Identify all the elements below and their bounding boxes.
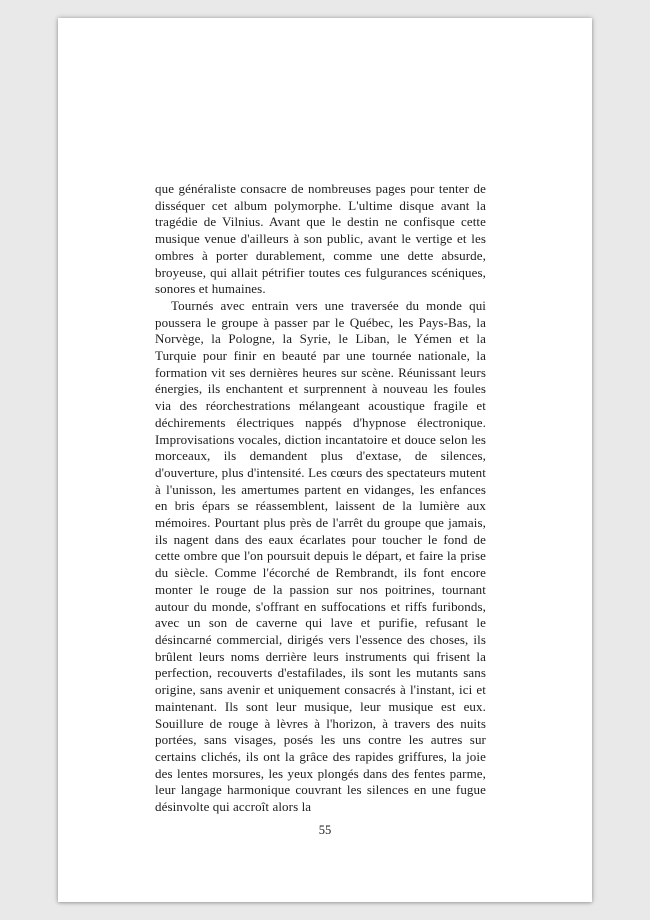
page-number: 55 — [318, 823, 332, 837]
book-page — [58, 18, 592, 902]
paragraph-main: Tournés avec entrain vers une traversée du monde qui poussera le groupe à passer par le Québec, les Pays-Bas, la Norvège, la Pologne, la Syrie, le Liban, le Yémen et la Turquie pour finir en beauté par une tournée nationale, la formation vit ses dernières heures sur scène. Réunissant leurs énergies, ils enchantent et surprennent à nouveau les foules via des réorchestrations mélangeant acoustique fragile et déchirements électriques nappés d'hypnose électronique. Improvisations vocales, diction incantatoire et douce selon les morceaux, ils demandent plus d'extase, de silences, d'ouverture, plus d'intensité. Les cœurs des spectateurs mutent à l'unisson, les amertumes partent en vidanges, les enfances en bris épars se réassemblent, laissent de la lumière aux mémoires. Pourtant plus près de l'arrêt du groupe que jamais, ils nagent dans des eaux écarlates pour toucher le fond de cette ombre que l'on poursuit depuis le départ, et faire la prise du siècle. Comme l'écorché de Rembrandt, ils font encore monter le rouge de la passion sur nos poitrines, tournant autour du monde, s'offrant en suffocations et riffs furibonds, avec un son de caverne qui lave et purifie, refusant le désincarné commercial, dirigés vers l'essence des choses, ils brûlent leurs noms derrière leurs instruments qui frisent la perfection, recouverts d'estafilades, ils sont les mutants sans origine, sans avenir et uniquement consacrés à l'instant, ici et maintenant. Ils sont leur musique, leur musique est eux. Souillure de rouge à lèvres à l'horizon, à travers des nuits portées, sans visages, posés les uns contre les autres sur certains clichés, ils ont la grâce des rapides griffures, la joie des lentes morsures, les yeux plongés dans des fentes parme, leur langage harmonique couvrant les silences en une fugue désinvolte qui accroît alors la — [155, 297, 486, 815]
paragraph-continuation: que généraliste consacre de nombreuses pages pour tenter de disséquer cet album polymorphe. L'ultime disque avant la tragédie de Vilnius. Avant que le destin ne confisque cette musique venue d'ailleurs à son public, avant le vertige et les ombres à porter durablement, comme une dette absurde, broyeuse, qui allait pétrifier toutes ces fulgurances scéniques, sonores et humaines. — [155, 181, 486, 297]
body-text — [155, 181, 486, 816]
